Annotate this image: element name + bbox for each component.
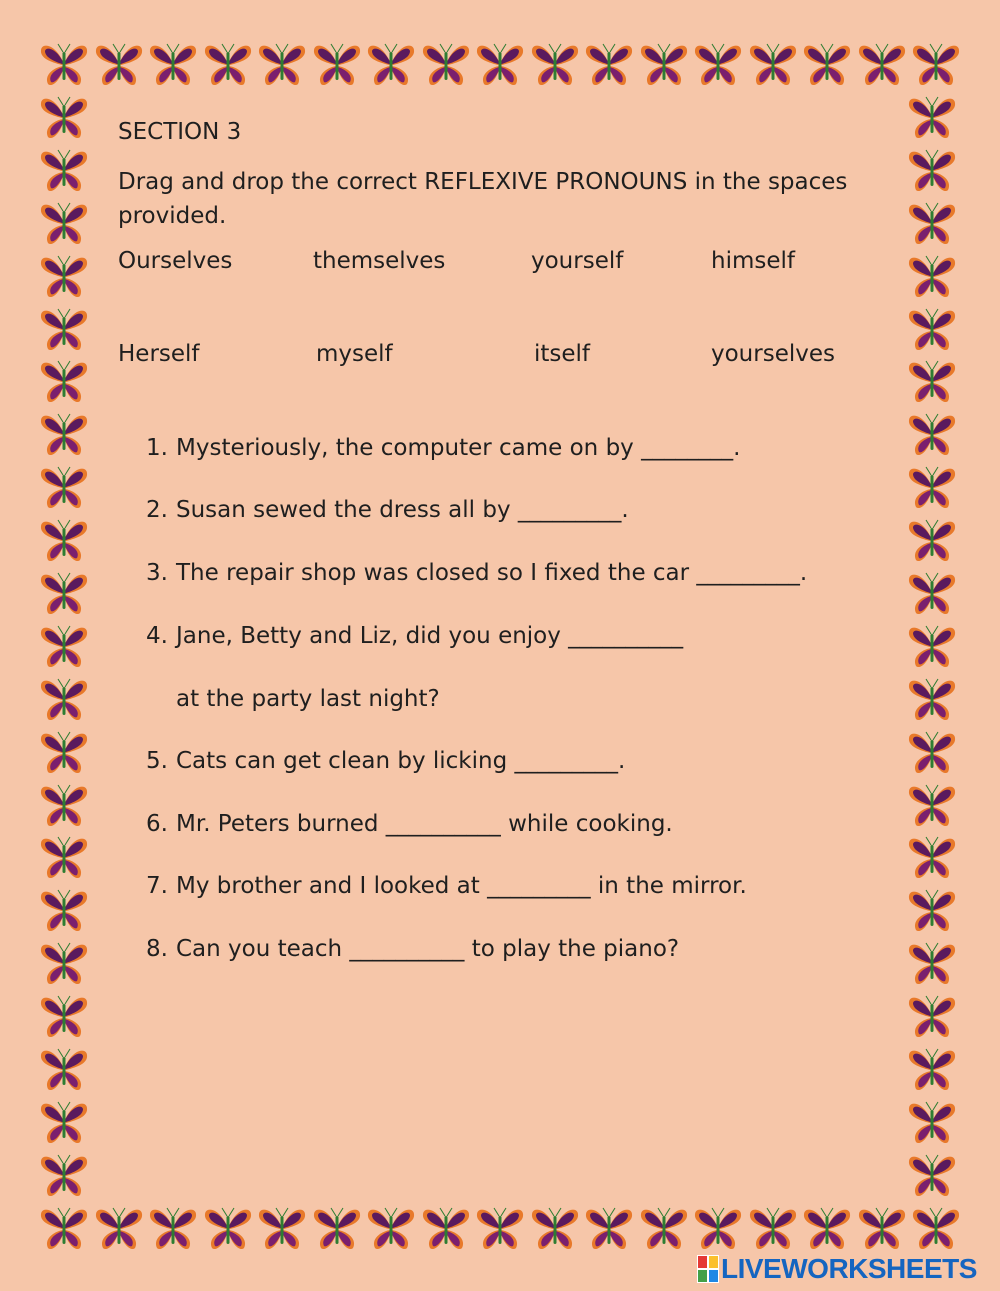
border-bottom [38, 1204, 962, 1252]
question-number: 5. [146, 748, 168, 774]
butterfly-icon [38, 727, 90, 777]
butterfly-icon [256, 1204, 308, 1252]
butterfly-icon [801, 1204, 853, 1252]
butterfly-icon [38, 40, 90, 88]
logo-mark-icon [697, 1255, 719, 1283]
question-2 [146, 497, 629, 523]
butterfly-icon [93, 40, 145, 88]
butterfly-icon [906, 1150, 958, 1200]
question-number: 7. [146, 873, 168, 899]
logo-text: LIVEWORKSHEETS [721, 1253, 977, 1284]
butterfly-icon [38, 885, 90, 935]
butterfly-icon [906, 92, 958, 142]
butterfly-icon [692, 1204, 744, 1252]
butterfly-icon [147, 40, 199, 88]
question-5 [146, 748, 625, 774]
butterfly-icon [147, 1204, 199, 1252]
butterfly-icon [529, 40, 581, 88]
question-3 [146, 560, 807, 586]
butterfly-icon [906, 304, 958, 354]
butterfly-icon [38, 780, 90, 830]
butterfly-icon [906, 356, 958, 406]
butterfly-icon [256, 40, 308, 88]
butterfly-icon [801, 40, 853, 88]
word-himself[interactable]: himself [711, 248, 795, 274]
butterfly-icon [474, 1204, 526, 1252]
butterfly-icon [856, 1204, 908, 1252]
butterfly-icon [202, 1204, 254, 1252]
question-text: Mysteriously, the computer came on by ________. [176, 435, 741, 461]
butterfly-icon [38, 1044, 90, 1094]
butterfly-icon [38, 356, 90, 406]
butterfly-icon [311, 40, 363, 88]
butterfly-icon [906, 674, 958, 724]
butterfly-icon [38, 1204, 90, 1252]
question-text: Susan sewed the dress all by _________. [176, 497, 629, 523]
word-herself[interactable]: Herself [118, 341, 200, 367]
question-4-continuation: at the party last night? [176, 686, 440, 712]
butterfly-icon [365, 1204, 417, 1252]
butterfly-icon [906, 1044, 958, 1094]
border-left [38, 92, 90, 1200]
butterfly-icon [529, 1204, 581, 1252]
question-number: 1. [146, 435, 168, 461]
butterfly-icon [38, 1097, 90, 1147]
butterfly-icon [38, 621, 90, 671]
butterfly-icon [38, 938, 90, 988]
question-4 [146, 623, 683, 649]
question-number: 6. [146, 811, 168, 837]
question-number: 8. [146, 936, 168, 962]
butterfly-icon [692, 40, 744, 88]
word-ourselves[interactable]: Ourselves [118, 248, 233, 274]
question-text: Mr. Peters burned __________ while cooking. [176, 811, 673, 837]
question-text: Jane, Betty and Liz, did you enjoy __________ [176, 623, 684, 649]
butterfly-icon [38, 409, 90, 459]
question-6 [146, 811, 673, 837]
question-7 [146, 873, 747, 899]
butterfly-icon [906, 1097, 958, 1147]
butterfly-icon [38, 198, 90, 248]
butterfly-icon [38, 991, 90, 1041]
instructions: Drag and drop the correct REFLEXIVE PRONOUNS in the spaces provided. [118, 169, 848, 229]
butterfly-icon [474, 40, 526, 88]
butterfly-icon [38, 462, 90, 512]
butterfly-icon [38, 568, 90, 618]
question-number: 3. [146, 560, 168, 586]
butterfly-icon [38, 832, 90, 882]
butterfly-icon [906, 727, 958, 777]
question-text: Can you teach __________ to play the piano? [176, 936, 680, 962]
word-themselves[interactable]: themselves [313, 248, 446, 274]
butterfly-icon [638, 40, 690, 88]
butterfly-icon [583, 1204, 635, 1252]
butterfly-icon [906, 145, 958, 195]
butterfly-icon [906, 885, 958, 935]
butterfly-icon [583, 40, 635, 88]
question-text: My brother and I looked at _________ in the mirror. [176, 873, 747, 899]
liveworksheets-logo[interactable] [697, 1253, 977, 1285]
butterfly-icon [747, 1204, 799, 1252]
word-myself[interactable]: myself [316, 341, 393, 367]
butterfly-icon [910, 40, 962, 88]
butterfly-icon [311, 1204, 363, 1252]
butterfly-icon [38, 304, 90, 354]
butterfly-icon [906, 621, 958, 671]
butterfly-icon [906, 568, 958, 618]
butterfly-icon [856, 40, 908, 88]
butterfly-icon [906, 832, 958, 882]
butterfly-icon [420, 40, 472, 88]
butterfly-icon [38, 674, 90, 724]
butterfly-icon [365, 40, 417, 88]
question-text: Cats can get clean by licking _________. [176, 748, 626, 774]
butterfly-icon [747, 40, 799, 88]
butterfly-icon [906, 251, 958, 301]
border-top [38, 40, 962, 88]
word-yourselves[interactable]: yourselves [711, 341, 835, 367]
butterfly-icon [38, 515, 90, 565]
question-number: 2. [146, 497, 168, 523]
question-text: The repair shop was closed so I fixed the car _________. [176, 560, 808, 586]
butterfly-icon [38, 1150, 90, 1200]
border-right [906, 92, 958, 1200]
question-1 [146, 435, 740, 461]
butterfly-icon [38, 145, 90, 195]
butterfly-icon [906, 515, 958, 565]
butterfly-icon [910, 1204, 962, 1252]
butterfly-icon [420, 1204, 472, 1252]
butterfly-icon [906, 198, 958, 248]
butterfly-icon [93, 1204, 145, 1252]
word-yourself[interactable]: yourself [531, 248, 624, 274]
butterfly-icon [906, 780, 958, 830]
butterfly-icon [906, 409, 958, 459]
question-number: 4. [146, 623, 168, 649]
word-itself[interactable]: itself [534, 341, 591, 367]
section-title: SECTION 3 [118, 119, 242, 145]
butterfly-icon [906, 938, 958, 988]
butterfly-icon [38, 92, 90, 142]
butterfly-icon [202, 40, 254, 88]
question-8 [146, 936, 679, 962]
butterfly-icon [38, 251, 90, 301]
butterfly-icon [638, 1204, 690, 1252]
butterfly-icon [906, 462, 958, 512]
butterfly-icon [906, 991, 958, 1041]
